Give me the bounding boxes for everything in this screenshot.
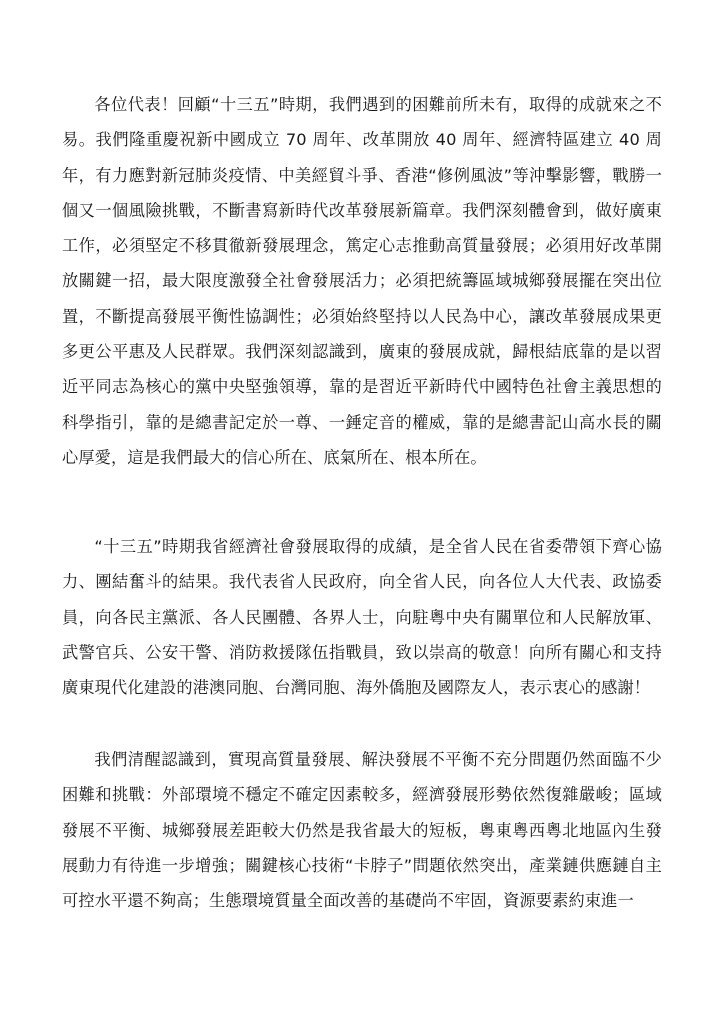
paragraph-review-achievements: 各位代表！回顧“十三五”時期，我們遇到的困難前所未有，取得的成就來之不易。我們隆重慶祝新中國成立 70 周年、改革開放 40 周年、經濟特區建立 40 周年，有力應對新冠肺炎疫情、中美經貿斗爭、香港“修例風波”等沖擊影響，戰勝一個又一個風險挑戰，不斷書寫新時代改革發展新篇章。我們深刻體會到，做好廣東工作，必須堅定不移貫徹新發展理念，篤定心志推動高質量發展；必須用好改革開放關鍵一招，最大限度激發全社會發展活力；必須把統籌區域城鄉發展擺在突出位置，不斷提高發展平衡性協調性；必須始終堅持以人民為中心，讓改革發展成果更多更公平惠及人民群眾。我們深刻認識到，廣東的發展成就，歸根結底靠的是以習近平同志為核心的黨中央堅強領導，靠的是習近平新時代中國特色社會主義思想的科學指引，靠的是總書記定於一尊、一錘定音的權威，靠的是總書記山高水長的關心厚愛，這是我們最大的信心所在、底氣所在、根本所在。 [62, 95, 662, 467]
paragraph-gratitude: “十三五”時期我省經濟社會發展取得的成績，是全省人民在省委帶領下齊心協力、團結奮斗的結果。我代表省人民政府，向全省人民，向各位人大代表、政協委員，向各民主黨派、各人民團體、各界人士，向駐粵中央有關單位和人民解放軍、武警官兵、公安干警、消防救援隊伍指戰員，致以崇高的敬意！向所有關心和支持廣東現代化建設的港澳同胞、台灣同胞、海外僑胞及國際友人，表示衷心的感謝！ [62, 537, 662, 698]
paragraph-challenges: 我們清醒認識到，實現高質量發展、解決發展不平衡不充分問題仍然面臨不少困難和挑戰：外部環境不穩定不確定因素較多，經濟發展形勢依然復雜嚴峻；區域發展不平衡、城鄉發展差距較大仍然是我省最大的短板，粵東粵西粵北地區內生發展動力有待進一步增強；關鍵核心技術“卡脖子”問題依然突出，產業鏈供應鏈自主可控水平還不夠高；生態環境質量全面改善的基礎尚不牢固，資源要素約束進一 [62, 750, 662, 911]
